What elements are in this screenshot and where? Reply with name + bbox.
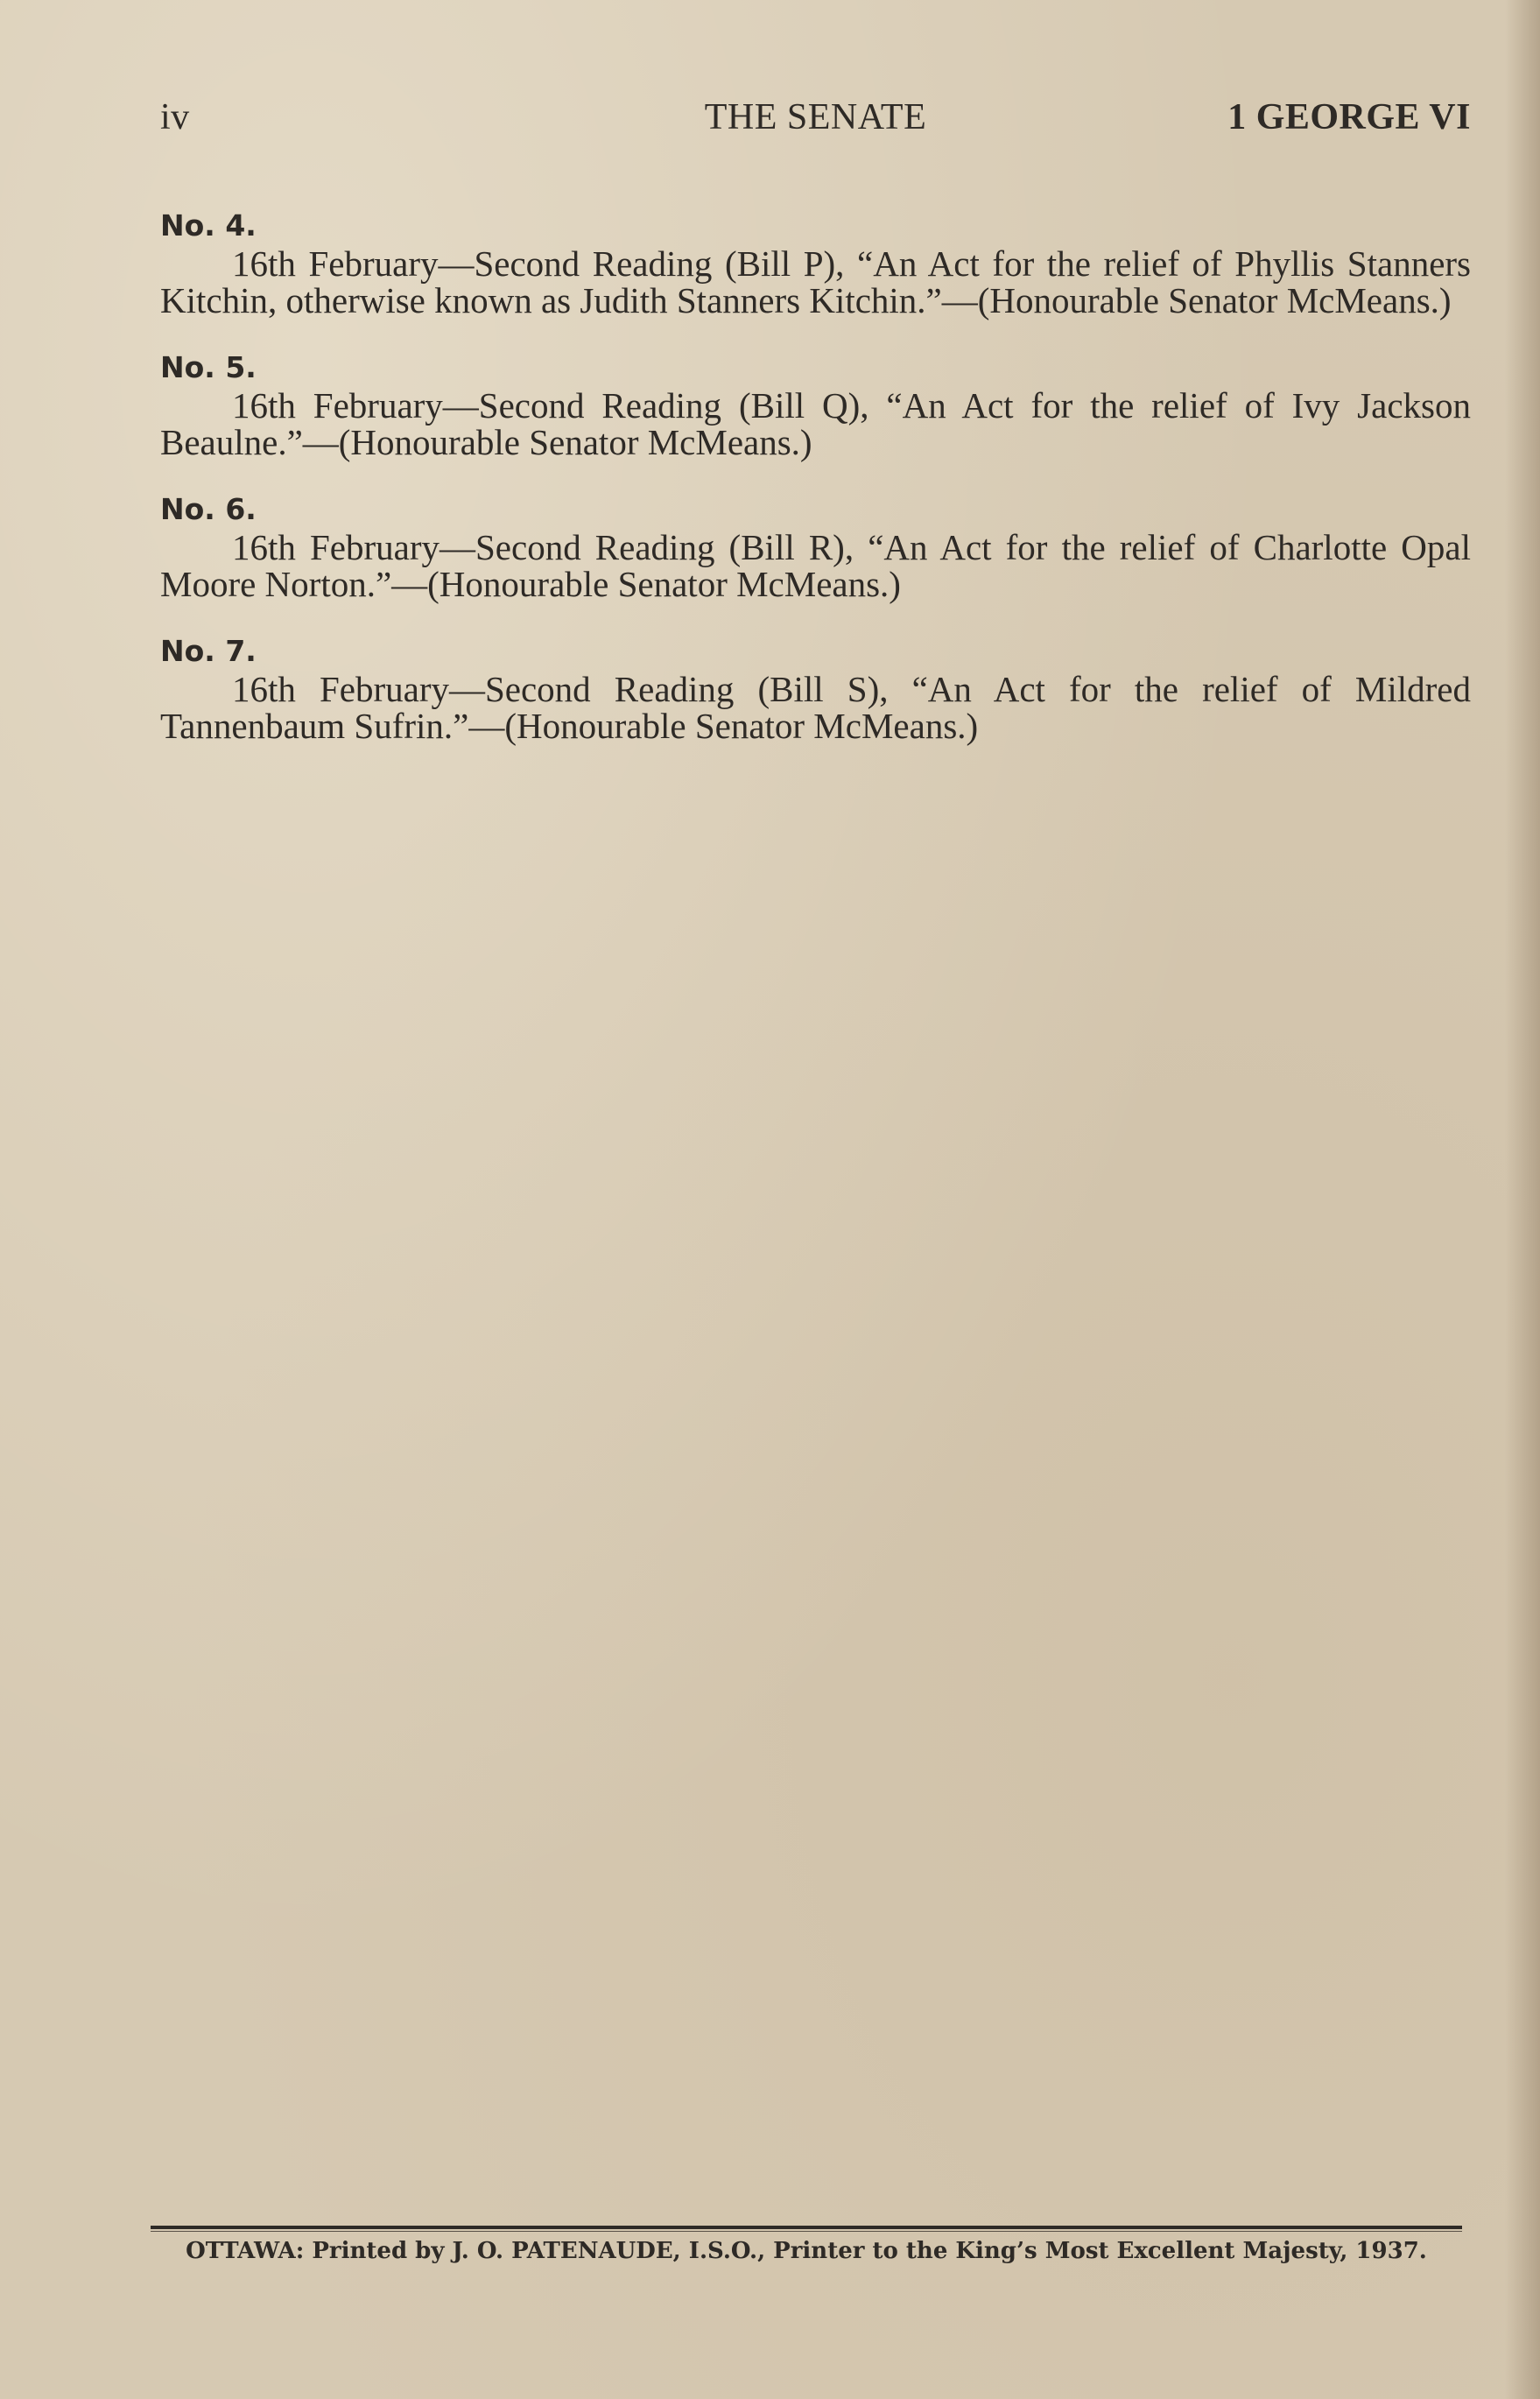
notice-number: No. 6. <box>160 492 257 526</box>
footer-rule <box>151 2226 1462 2229</box>
notice-item <box>160 490 1471 602</box>
notice-text: 16th February—Second Reading (Bill Q), “An Act for the relief of Ivy Jackson Beaulne.”—(Honourable Senator McMeans.) <box>160 385 1471 462</box>
notice-text: 16th February—Second Reading (Bill S), “An Act for the relief of Mildred Tannenbaum Sufrin.”—(Honourable Senator McMeans.) <box>160 669 1471 746</box>
notice-number: No. 7. <box>160 634 257 668</box>
notice-text: 16th February—Second Reading (Bill P), “An Act for the relief of Phyllis Stanners Kitchin, otherwise known as Judith Stanners Kitchin.”—(Honourable Senator McMeans.) <box>160 243 1471 320</box>
notice-text: 16th February—Second Reading (Bill R), “An Act for the relief of Charlotte Opal Moore Norton.”—(Honourable Senator McMeans.) <box>160 527 1471 604</box>
running-title: THE SENATE <box>704 97 927 137</box>
running-header <box>160 96 1471 149</box>
reign-year: 1 GEORGE VI <box>1227 97 1471 137</box>
notice-item <box>160 348 1471 461</box>
notice-item <box>160 632 1471 744</box>
footer-rule-thin <box>151 2231 1462 2232</box>
notice-item <box>160 207 1471 319</box>
page-number: iv <box>160 97 190 137</box>
page-edge-shadow <box>1505 0 1540 2399</box>
printer-imprint: OTTAWA: Printed by J. O. PATENAUDE, I.S.O., Printer to the King’s Most Excellent Majesty, 1937. <box>186 2238 1427 2264</box>
notice-number: No. 5. <box>160 350 257 384</box>
notices-list <box>160 207 1471 774</box>
notice-number: No. 4. <box>160 208 257 243</box>
